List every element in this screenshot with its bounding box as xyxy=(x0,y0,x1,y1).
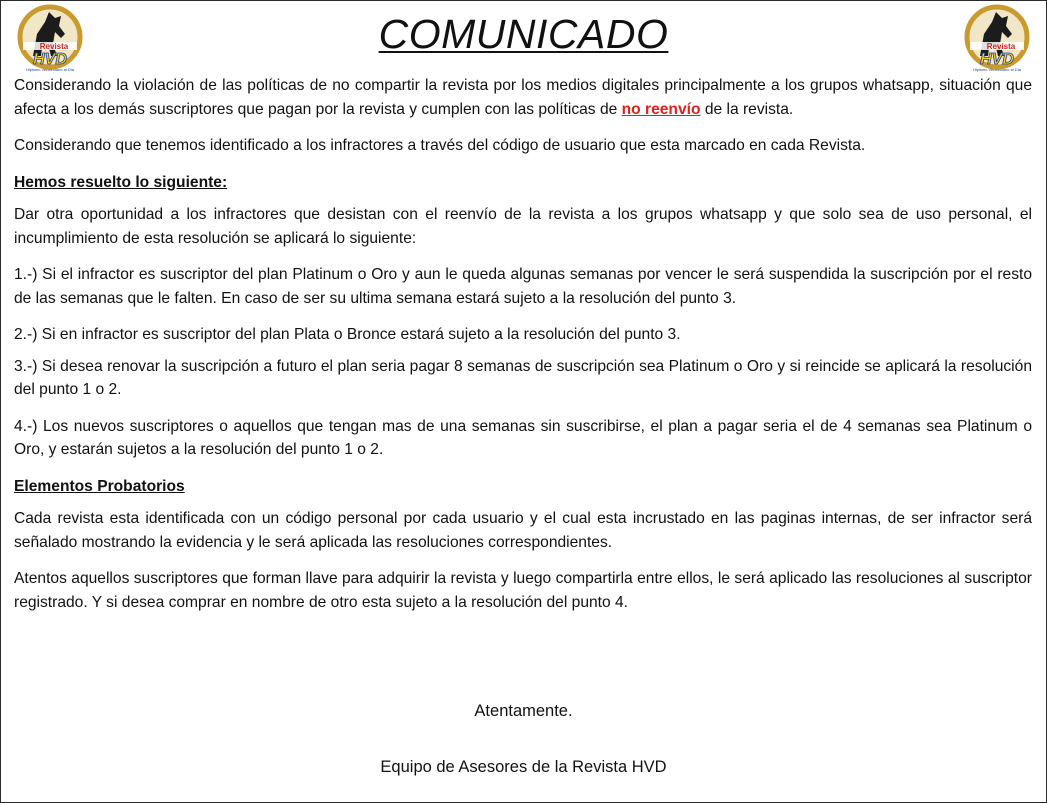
paragraph-evidence: Cada revista esta identificada con un código personal por cada usuario y el cual esta incrustado en las paginas internas, de ser infractor será señalado mostrando la evidencia y le será aplicada las resoluciones correspondientes. xyxy=(14,510,1032,551)
heading-resolution: Hemos resuelto lo siguiente: xyxy=(14,173,228,191)
logo-brand: Revista xyxy=(986,42,1016,51)
paragraph-violation-text: Considerando la violación de las políticas de no compartir la revista por los medios digitales principalmente a los grupos whatsapp, situación que afecta a los demás suscriptores que pagan por la revista y cumplen con las políticas de xyxy=(14,77,1032,118)
resolution-item-2: 2.-) Si en infractor es suscriptor del plan Plata o Bronce estará sujeto a la resolución del punto 3. xyxy=(14,326,681,343)
logo-tagline: Hipismo Venezolano al Día xyxy=(25,67,75,72)
logo-name: HVD xyxy=(980,51,1014,68)
page-title: COMUNICADO xyxy=(378,11,669,57)
logo-name: HVD xyxy=(33,51,67,68)
logo-brand: Revista xyxy=(39,42,69,51)
resolution-item-4: 4.-) Los nuevos suscriptores o aquellos que tengan mas de una semanas sin suscribirse, el plan a pagar seria el de 4 semanas sea Platinum o Oro, y estarán sujetos a la resolución del punto 1 o 2. xyxy=(14,417,1032,458)
paragraph-identification: Considerando que tenemos identificado a los infractores a través del código de usuario que esta marcado en cada Revista. xyxy=(14,137,866,154)
no-forward-highlight: no reenvío xyxy=(621,100,701,118)
paragraph-shared-keys: Atentos aquellos suscriptores que forman llave para adquirir la revista y luego compartirla entre ellos, le será aplicado las resoluciones al suscriptor registrado. Y si desea comprar en nombre de otro esta sujeto a la resolución del punto 4. xyxy=(14,570,1032,611)
paragraph-opportunity: Dar otra oportunidad a los infractores que desistan con el reenvío de la revista a los grupos whatsapp y que solo sea de uso personal, el incumplimiento de esta resolución se aplicará lo siguiente: xyxy=(14,206,1032,247)
closing-signature: Equipo de Asesores de la Revista HVD xyxy=(380,758,667,776)
paragraph-violation xyxy=(14,74,1032,121)
logo-tagline: Hipismo Venezolano al Día xyxy=(972,67,1022,72)
heading-evidence: Elementos Probatorios xyxy=(14,477,185,495)
resolution-item-1: 1.-) Si el infractor es suscriptor del plan Platinum o Oro y aun le queda algunas semanas por vencer le será suspendida la suscripción por el resto de las semanas que le falten. En caso de ser su ultima semana estará sujeto a la resolución del punto 3. xyxy=(14,266,1032,307)
hvd-logo-right xyxy=(962,4,1032,74)
resolution-item-3: 3.-) Si desea renovar la suscripción a futuro el plan seria pagar 8 semanas de suscripción sea Platinum o Oro y si reincide se aplicará la resolución del punto 1 o 2. xyxy=(14,357,1032,398)
communique-body xyxy=(14,74,1032,627)
closing-salutation: Atentamente. xyxy=(474,702,573,720)
paragraph-violation-end: de la revista. xyxy=(700,100,794,118)
